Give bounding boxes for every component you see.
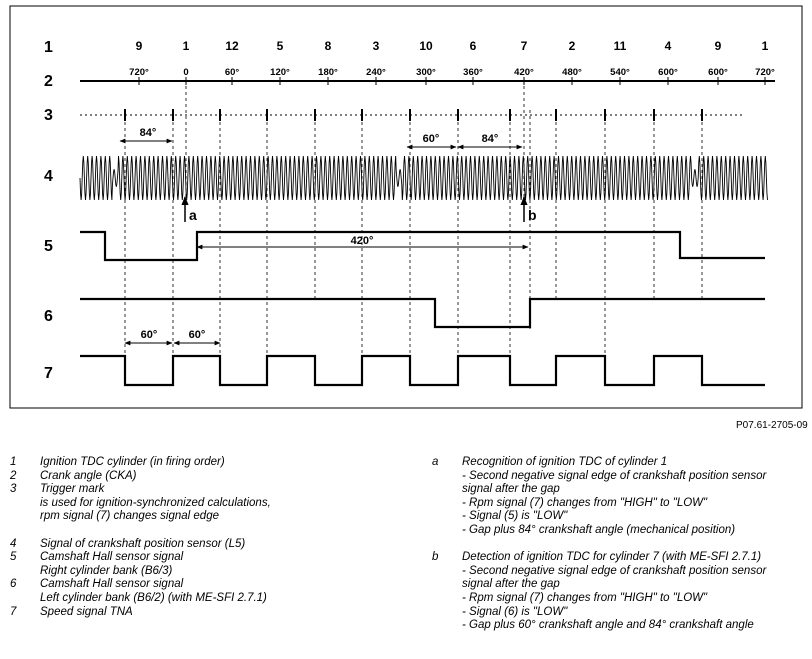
crank-angle-label: 720° [755, 67, 775, 78]
legend-item [10, 470, 410, 484]
firing-order-label: 4 [664, 39, 672, 53]
crank-angle-label: 240° [366, 67, 386, 78]
row-number: 4 [44, 168, 53, 185]
legend-item-text: Speed signal TNA [40, 605, 133, 618]
firing-order-label: 9 [714, 39, 722, 53]
firing-order-label: 3 [372, 39, 380, 53]
crank-angle-label: 0 [183, 67, 189, 78]
legend-item-text: - Rpm signal (7) changes from "HIGH" to "LOW" [462, 591, 708, 604]
legend-item-text: - Second negative signal edge of crankshaft position sensor [462, 564, 767, 577]
crank-angle-label: 540° [610, 67, 630, 78]
legend-item [10, 606, 410, 620]
legend-item-text: - Rpm signal (7) changes from "HIGH" to "LOW" [462, 496, 708, 509]
legend-item [432, 551, 807, 633]
legend-item-text: Signal of crankshaft position sensor (L5) [40, 537, 246, 550]
legend-item [10, 456, 410, 470]
dimension-60-a [125, 329, 172, 343]
legend-item-text: - Gap plus 84° crankshaft angle (mechanical position) [462, 523, 736, 536]
legend-item-text: rpm signal (7) changes signal edge [40, 510, 219, 523]
firing-order-label: 2 [568, 39, 576, 53]
firing-order-label: 7 [520, 39, 528, 53]
legend-item-number: 1 [10, 456, 17, 468]
legend-item-text: - Second negative signal edge of crankshaft position sensor [462, 469, 767, 482]
legend-item [10, 538, 410, 552]
crank-angle-label: 480° [562, 67, 582, 78]
legend-item-text: - Signal (6) is "LOW" [462, 605, 568, 618]
firing-order-label: 8 [324, 39, 332, 53]
crank-angle-label: 60° [224, 67, 240, 78]
marker-b-label: b [528, 207, 537, 223]
row-number: 2 [44, 73, 53, 90]
marker-a-label: a [189, 207, 197, 223]
crank-angle-label: 180° [318, 67, 338, 78]
dim-60-mid-label: 60° [422, 133, 440, 145]
legend-item-text: Detection of ignition TDC for cylinder 7 (with ME-SFI 2.7.1) [462, 551, 762, 564]
legend-item-text: Left cylinder bank (B6/2) (with ME-SFI 2.7.1) [40, 591, 267, 604]
dim-60-b-label: 60° [188, 329, 206, 341]
speed-signal-tna [80, 356, 765, 385]
dimension-420 [197, 235, 528, 247]
legend-item-text: Crank angle (CKA) [40, 469, 137, 482]
firing-order-label: 5 [276, 39, 284, 53]
firing-order-label: 12 [225, 39, 239, 53]
legend-item-text: Trigger mark [40, 483, 105, 496]
row-number: 6 [44, 308, 53, 325]
dim-420-label: 420° [350, 235, 374, 247]
firing-order-label: 11 [613, 39, 627, 53]
dim-84-mid-label: 84° [481, 133, 499, 145]
firing-order-label: 6 [469, 39, 477, 53]
camshaft-signal-right [80, 232, 765, 260]
legend-right [432, 456, 807, 633]
row-number: 3 [44, 107, 53, 124]
legend-item-text: is used for ignition-synchronized calculations, [40, 496, 271, 509]
crank-angle-label: 360° [463, 67, 483, 78]
row-number: 7 [44, 365, 53, 382]
legend-item [10, 578, 410, 605]
crank-angle-label: 420° [514, 67, 534, 78]
legend-item-number: 7 [10, 605, 17, 618]
legend-item-text: Recognition of ignition TDC of cylinder 1 [462, 456, 668, 468]
legend-item-text: Camshaft Hall sensor signal [40, 551, 184, 564]
legend-item-text: Right cylinder bank (B6/3) [40, 564, 173, 577]
legend-item-number: 5 [10, 551, 17, 564]
legend-item-number: a [432, 456, 439, 468]
legend-item-text: Ignition TDC cylinder (in firing order) [40, 456, 225, 468]
firing-order-label: 1 [761, 39, 769, 53]
legend-item-text: signal after the gap [462, 483, 560, 496]
marker-a [185, 197, 197, 223]
crank-angle-label: 720° [129, 67, 149, 78]
dimension-60-mid [407, 133, 456, 147]
legend-item-text: Camshaft Hall sensor signal [40, 578, 184, 591]
legend-item [432, 456, 807, 538]
dim-84-left-label: 84° [139, 127, 157, 139]
dimension-60-b [174, 329, 220, 343]
crankshaft-sensor-signal [80, 156, 768, 200]
crank-angle-label: 300° [416, 67, 436, 78]
figure-code: P07.61-2705-09 [736, 420, 808, 431]
crank-angle-label: 600° [658, 67, 678, 78]
legend-item [10, 483, 410, 524]
legend-item-number: 2 [10, 469, 17, 482]
crank-angle-label: 120° [270, 67, 290, 78]
legend-item-text: signal after the gap [462, 578, 560, 591]
legend-item [10, 551, 410, 578]
legend-item-number: 6 [10, 578, 17, 591]
row-number: 5 [44, 238, 53, 255]
firing-order-label: 1 [182, 39, 190, 53]
legend-item-text: - Signal (5) is "LOW" [462, 510, 568, 523]
legend-item-number: 4 [10, 537, 17, 550]
legend-left [10, 456, 410, 619]
dimension-84-left [120, 127, 172, 141]
dimension-84-mid [458, 133, 522, 147]
camshaft-signal-left [80, 299, 765, 327]
firing-order-label: 9 [135, 39, 143, 53]
crank-angle-label: 600° [708, 67, 728, 78]
legend-item-number: b [432, 551, 439, 564]
legend-item-text: - Gap plus 60° crankshaft angle and 84° crankshaft angle [462, 619, 754, 632]
legend-item-number: 3 [10, 483, 17, 496]
row-number: 1 [44, 39, 53, 56]
firing-order-label: 10 [419, 39, 433, 53]
dim-60-a-label: 60° [140, 329, 158, 341]
